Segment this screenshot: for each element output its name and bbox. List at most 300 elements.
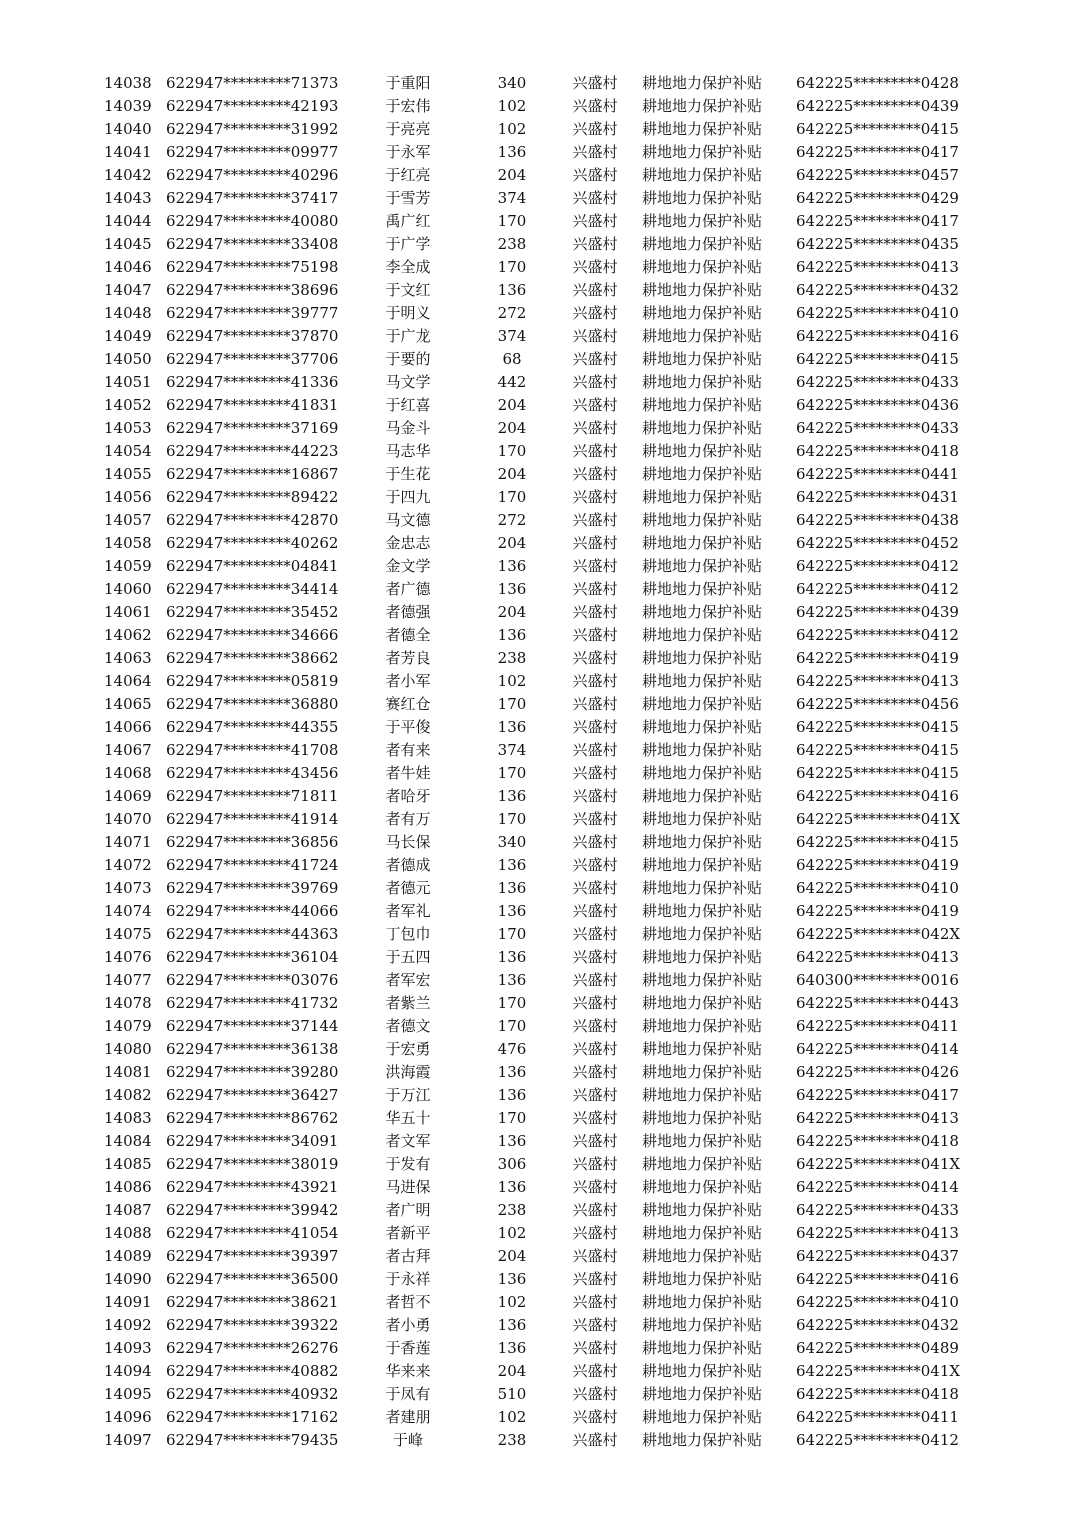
subsidy-amount: 238	[497, 1201, 527, 1219]
village-name: 兴盛村	[572, 534, 618, 552]
row-number: 14076	[104, 948, 152, 966]
row-number: 14048	[104, 304, 152, 322]
subsidy-type: 耕地地力保护补贴	[642, 1408, 763, 1426]
table-row	[0, 486, 1074, 509]
account-number: 622947*********37706	[166, 350, 339, 368]
subsidy-type: 耕地地力保护补贴	[642, 1247, 763, 1265]
subsidy-type: 耕地地力保护补贴	[642, 1109, 763, 1127]
village-name: 兴盛村	[572, 626, 618, 644]
id-number: 642225*********0414	[796, 1040, 959, 1058]
account-number: 622947*********16867	[166, 465, 339, 483]
row-number: 14064	[104, 672, 152, 690]
id-number: 642225*********0417	[796, 143, 959, 161]
account-number: 622947*********33408	[166, 235, 339, 253]
row-number: 14094	[104, 1362, 152, 1380]
row-number: 14089	[104, 1247, 152, 1265]
subsidy-type: 耕地地力保护补贴	[642, 1385, 763, 1403]
table-row	[0, 325, 1074, 348]
recipient-name: 于万江	[385, 1086, 431, 1104]
recipient-name: 马文学	[385, 373, 431, 391]
row-number: 14084	[104, 1132, 152, 1150]
account-number: 622947*********86762	[166, 1109, 339, 1127]
row-number: 14062	[104, 626, 152, 644]
row-number: 14040	[104, 120, 152, 138]
subsidy-amount: 306	[497, 1155, 527, 1173]
id-number: 642225*********041X	[796, 1155, 961, 1173]
village-name: 兴盛村	[572, 1132, 618, 1150]
account-number: 622947*********17162	[166, 1408, 339, 1426]
subsidy-type: 耕地地力保护补贴	[642, 396, 763, 414]
account-number: 622947*********34091	[166, 1132, 339, 1150]
subsidy-amount: 204	[497, 166, 527, 184]
row-number: 14083	[104, 1109, 152, 1127]
row-number: 14092	[104, 1316, 152, 1334]
subsidy-amount: 136	[497, 626, 527, 644]
subsidy-amount: 136	[497, 1339, 527, 1357]
recipient-name: 者文军	[385, 1132, 431, 1150]
subsidy-type: 耕地地力保护补贴	[642, 166, 763, 184]
subsidy-amount: 510	[497, 1385, 527, 1403]
recipient-name: 者军礼	[385, 902, 431, 920]
id-number: 642225*********0416	[796, 787, 959, 805]
recipient-name: 丁包巾	[385, 925, 431, 943]
subsidy-type: 耕地地力保护补贴	[642, 373, 763, 391]
subsidy-type: 耕地地力保护补贴	[642, 1040, 763, 1058]
subsidy-amount: 136	[497, 718, 527, 736]
recipient-name: 于红亮	[385, 166, 431, 184]
subsidy-type: 耕地地力保护补贴	[642, 1178, 763, 1196]
recipient-name: 者芳良	[385, 649, 431, 667]
row-number: 14053	[104, 419, 152, 437]
recipient-name: 马进保	[385, 1178, 431, 1196]
recipient-name: 于宏勇	[385, 1040, 431, 1058]
table-row	[0, 1337, 1074, 1360]
account-number: 622947*********36427	[166, 1086, 339, 1104]
id-number: 642225*********0457	[796, 166, 959, 184]
account-number: 622947*********39322	[166, 1316, 339, 1334]
account-number: 622947*********79435	[166, 1431, 339, 1449]
subsidy-type: 耕地地力保护补贴	[642, 327, 763, 345]
recipient-name: 者小勇	[385, 1316, 431, 1334]
subsidy-amount: 136	[497, 281, 527, 299]
recipient-name: 于明义	[385, 304, 431, 322]
village-name: 兴盛村	[572, 396, 618, 414]
subsidy-amount: 102	[497, 97, 527, 115]
id-number: 642225*********0417	[796, 1086, 959, 1104]
id-number: 642225*********0439	[796, 603, 959, 621]
subsidy-amount: 102	[497, 1224, 527, 1242]
id-number: 642225*********0410	[796, 1293, 959, 1311]
table-row	[0, 1406, 1074, 1429]
village-name: 兴盛村	[572, 695, 618, 713]
subsidy-type: 耕地地力保护补贴	[642, 143, 763, 161]
recipient-name: 者德强	[385, 603, 431, 621]
id-number: 642225*********0410	[796, 304, 959, 322]
table-row	[0, 900, 1074, 923]
subsidy-amount: 170	[497, 994, 527, 1012]
subsidy-type: 耕地地力保护补贴	[642, 902, 763, 920]
id-number: 642225*********0417	[796, 212, 959, 230]
row-number: 14081	[104, 1063, 152, 1081]
id-number: 642225*********0428	[796, 74, 959, 92]
account-number: 622947*********39397	[166, 1247, 339, 1265]
village-name: 兴盛村	[572, 810, 618, 828]
village-name: 兴盛村	[572, 1247, 618, 1265]
row-number: 14047	[104, 281, 152, 299]
recipient-name: 者牛娃	[385, 764, 431, 782]
table-row	[0, 1383, 1074, 1406]
id-number: 642225*********0433	[796, 373, 959, 391]
recipient-name: 者德元	[385, 879, 431, 897]
subsidy-type: 耕地地力保护补贴	[642, 833, 763, 851]
village-name: 兴盛村	[572, 718, 618, 736]
subsidy-amount: 340	[497, 74, 527, 92]
recipient-name: 者军宏	[385, 971, 431, 989]
id-number: 642225*********0412	[796, 557, 959, 575]
village-name: 兴盛村	[572, 235, 618, 253]
subsidy-type: 耕地地力保护补贴	[642, 304, 763, 322]
village-name: 兴盛村	[572, 304, 618, 322]
table-row	[0, 440, 1074, 463]
account-number: 622947*********36138	[166, 1040, 339, 1058]
row-number: 14049	[104, 327, 152, 345]
recipient-name: 者德成	[385, 856, 431, 874]
account-number: 622947*********41732	[166, 994, 339, 1012]
table-row	[0, 808, 1074, 831]
id-number: 642225*********0416	[796, 1270, 959, 1288]
subsidy-amount: 136	[497, 971, 527, 989]
account-number: 622947*********35452	[166, 603, 339, 621]
village-name: 兴盛村	[572, 557, 618, 575]
recipient-name: 于广龙	[385, 327, 431, 345]
table-row	[0, 578, 1074, 601]
id-number: 642225*********0433	[796, 419, 959, 437]
subsidy-type: 耕地地力保护补贴	[642, 1362, 763, 1380]
row-number: 14042	[104, 166, 152, 184]
subsidy-type: 耕地地力保护补贴	[642, 718, 763, 736]
id-number: 642225*********0439	[796, 97, 959, 115]
subsidy-type: 耕地地力保护补贴	[642, 1316, 763, 1334]
village-name: 兴盛村	[572, 1063, 618, 1081]
account-number: 622947*********41054	[166, 1224, 339, 1242]
subsidy-type: 耕地地力保护补贴	[642, 1155, 763, 1173]
account-number: 622947*********75198	[166, 258, 339, 276]
subsidy-amount: 272	[497, 304, 527, 322]
row-number: 14057	[104, 511, 152, 529]
subsidy-type: 耕地地力保护补贴	[642, 1431, 763, 1449]
subsidy-amount: 238	[497, 1431, 527, 1449]
table-row	[0, 601, 1074, 624]
recipient-name: 者德全	[385, 626, 431, 644]
row-number: 14039	[104, 97, 152, 115]
id-number: 642225*********0415	[796, 350, 959, 368]
subsidy-type: 耕地地力保护补贴	[642, 212, 763, 230]
subsidy-amount: 170	[497, 810, 527, 828]
table-row	[0, 1199, 1074, 1222]
row-number: 14051	[104, 373, 152, 391]
account-number: 622947*********71811	[166, 787, 339, 805]
village-name: 兴盛村	[572, 925, 618, 943]
village-name: 兴盛村	[572, 1224, 618, 1242]
subsidy-type: 耕地地力保护补贴	[642, 1339, 763, 1357]
id-number: 642225*********0418	[796, 1132, 959, 1150]
subsidy-amount: 136	[497, 557, 527, 575]
table-row	[0, 95, 1074, 118]
recipient-name: 于平俊	[385, 718, 431, 736]
id-number: 642225*********0415	[796, 764, 959, 782]
village-name: 兴盛村	[572, 143, 618, 161]
recipient-name: 于重阳	[385, 74, 431, 92]
subsidy-type: 耕地地力保护补贴	[642, 764, 763, 782]
id-number: 642225*********0419	[796, 902, 959, 920]
account-number: 622947*********38662	[166, 649, 339, 667]
account-number: 622947*********39769	[166, 879, 339, 897]
account-number: 622947*********36104	[166, 948, 339, 966]
subsidy-type: 耕地地力保护补贴	[642, 879, 763, 897]
id-number: 642225*********0411	[796, 1017, 959, 1035]
account-number: 622947*********41336	[166, 373, 339, 391]
recipient-name: 于发有	[385, 1155, 431, 1173]
recipient-name: 于永祥	[385, 1270, 431, 1288]
table-row	[0, 394, 1074, 417]
recipient-name: 于永军	[385, 143, 431, 161]
subsidy-amount: 204	[497, 603, 527, 621]
id-number: 642225*********0426	[796, 1063, 959, 1081]
id-number: 642225*********0443	[796, 994, 959, 1012]
subsidy-type: 耕地地力保护补贴	[642, 948, 763, 966]
row-number: 14043	[104, 189, 152, 207]
row-number: 14074	[104, 902, 152, 920]
recipient-name: 禹广红	[385, 212, 431, 230]
table-row	[0, 1360, 1074, 1383]
village-name: 兴盛村	[572, 1270, 618, 1288]
table-row	[0, 762, 1074, 785]
subsidy-amount: 170	[497, 212, 527, 230]
account-number: 622947*********37417	[166, 189, 339, 207]
subsidy-type: 耕地地力保护补贴	[642, 74, 763, 92]
id-number: 642225*********0452	[796, 534, 959, 552]
recipient-name: 金文学	[385, 557, 431, 575]
id-number: 642225*********0416	[796, 327, 959, 345]
village-name: 兴盛村	[572, 258, 618, 276]
id-number: 642225*********0418	[796, 1385, 959, 1403]
table-row	[0, 141, 1074, 164]
id-number: 642225*********0432	[796, 281, 959, 299]
table-row	[0, 1222, 1074, 1245]
account-number: 622947*********05819	[166, 672, 339, 690]
subsidy-amount: 476	[497, 1040, 527, 1058]
row-number: 14069	[104, 787, 152, 805]
subsidy-amount: 102	[497, 672, 527, 690]
village-name: 兴盛村	[572, 833, 618, 851]
village-name: 兴盛村	[572, 971, 618, 989]
village-name: 兴盛村	[572, 488, 618, 506]
table-row	[0, 854, 1074, 877]
id-number: 642225*********0415	[796, 120, 959, 138]
id-number: 642225*********0456	[796, 695, 959, 713]
recipient-name: 于亮亮	[385, 120, 431, 138]
id-number: 642225*********0413	[796, 258, 959, 276]
account-number: 622947*********09977	[166, 143, 339, 161]
recipient-name: 于凤有	[385, 1385, 431, 1403]
id-number: 642225*********0413	[796, 1224, 959, 1242]
table-row	[0, 877, 1074, 900]
recipient-name: 者广德	[385, 580, 431, 598]
subsidy-type: 耕地地力保护补贴	[642, 649, 763, 667]
subsidy-amount: 170	[497, 695, 527, 713]
row-number: 14061	[104, 603, 152, 621]
id-number: 642225*********0411	[796, 1408, 959, 1426]
recipient-name: 洪海霞	[385, 1063, 431, 1081]
subsidy-amount: 170	[497, 925, 527, 943]
id-number: 642225*********0489	[796, 1339, 959, 1357]
recipient-name: 于四九	[385, 488, 431, 506]
subsidy-amount: 136	[497, 1178, 527, 1196]
id-number: 642225*********0419	[796, 856, 959, 874]
subsidy-amount: 102	[497, 120, 527, 138]
row-number: 14086	[104, 1178, 152, 1196]
subsidy-amount: 170	[497, 764, 527, 782]
village-name: 兴盛村	[572, 97, 618, 115]
village-name: 兴盛村	[572, 994, 618, 1012]
table-row	[0, 210, 1074, 233]
subsidy-table	[0, 72, 1074, 1452]
table-row	[0, 371, 1074, 394]
subsidy-type: 耕地地力保护补贴	[642, 672, 763, 690]
table-row	[0, 1314, 1074, 1337]
subsidy-amount: 204	[497, 419, 527, 437]
subsidy-amount: 136	[497, 1063, 527, 1081]
recipient-name: 于雪芳	[385, 189, 431, 207]
table-row	[0, 969, 1074, 992]
id-number: 642225*********0410	[796, 879, 959, 897]
id-number: 642225*********0438	[796, 511, 959, 529]
subsidy-type: 耕地地力保护补贴	[642, 994, 763, 1012]
subsidy-type: 耕地地力保护补贴	[642, 787, 763, 805]
village-name: 兴盛村	[572, 856, 618, 874]
account-number: 622947*********38621	[166, 1293, 339, 1311]
account-number: 622947*********44066	[166, 902, 339, 920]
recipient-name: 于广学	[385, 235, 431, 253]
subsidy-amount: 170	[497, 1109, 527, 1127]
id-number: 642225*********0414	[796, 1178, 959, 1196]
row-number: 14088	[104, 1224, 152, 1242]
village-name: 兴盛村	[572, 948, 618, 966]
table-row	[0, 1130, 1074, 1153]
row-number: 14082	[104, 1086, 152, 1104]
account-number: 622947*********42193	[166, 97, 339, 115]
account-number: 622947*********40882	[166, 1362, 339, 1380]
village-name: 兴盛村	[572, 764, 618, 782]
subsidy-type: 耕地地力保护补贴	[642, 442, 763, 460]
table-row	[0, 532, 1074, 555]
recipient-name: 者广明	[385, 1201, 431, 1219]
village-name: 兴盛村	[572, 902, 618, 920]
table-row	[0, 233, 1074, 256]
account-number: 622947*********44223	[166, 442, 339, 460]
village-name: 兴盛村	[572, 350, 618, 368]
table-row	[0, 1245, 1074, 1268]
subsidy-amount: 136	[497, 1132, 527, 1150]
table-row	[0, 693, 1074, 716]
row-number: 14066	[104, 718, 152, 736]
subsidy-type: 耕地地力保护补贴	[642, 235, 763, 253]
recipient-name: 者新平	[385, 1224, 431, 1242]
subsidy-type: 耕地地力保护补贴	[642, 534, 763, 552]
subsidy-type: 耕地地力保护补贴	[642, 97, 763, 115]
account-number: 622947*********89422	[166, 488, 339, 506]
village-name: 兴盛村	[572, 1316, 618, 1334]
table-row	[0, 785, 1074, 808]
id-number: 642225*********0431	[796, 488, 959, 506]
id-number: 642225*********041X	[796, 1362, 961, 1380]
row-number: 14080	[104, 1040, 152, 1058]
village-name: 兴盛村	[572, 1385, 618, 1403]
subsidy-amount: 136	[497, 902, 527, 920]
account-number: 622947*********42870	[166, 511, 339, 529]
village-name: 兴盛村	[572, 1040, 618, 1058]
subsidy-amount: 102	[497, 1293, 527, 1311]
id-number: 642225*********0413	[796, 1109, 959, 1127]
row-number: 14055	[104, 465, 152, 483]
row-number: 14060	[104, 580, 152, 598]
row-number: 14038	[104, 74, 152, 92]
table-row	[0, 1107, 1074, 1130]
subsidy-amount: 170	[497, 488, 527, 506]
account-number: 622947*********37870	[166, 327, 339, 345]
row-number: 14078	[104, 994, 152, 1012]
subsidy-type: 耕地地力保护补贴	[642, 1270, 763, 1288]
subsidy-type: 耕地地力保护补贴	[642, 856, 763, 874]
subsidy-type: 耕地地力保护补贴	[642, 1224, 763, 1242]
recipient-name: 者小军	[385, 672, 431, 690]
subsidy-amount: 204	[497, 1362, 527, 1380]
village-name: 兴盛村	[572, 166, 618, 184]
row-number: 14056	[104, 488, 152, 506]
subsidy-amount: 136	[497, 143, 527, 161]
subsidy-amount: 136	[497, 787, 527, 805]
table-row	[0, 1038, 1074, 1061]
village-name: 兴盛村	[572, 1293, 618, 1311]
id-number: 640300*********0016	[796, 971, 959, 989]
row-number: 14068	[104, 764, 152, 782]
id-number: 642225*********0415	[796, 718, 959, 736]
subsidy-amount: 204	[497, 1247, 527, 1265]
recipient-name: 马志华	[385, 442, 431, 460]
recipient-name: 于要的	[385, 350, 431, 368]
table-row	[0, 302, 1074, 325]
village-name: 兴盛村	[572, 74, 618, 92]
account-number: 622947*********40296	[166, 166, 339, 184]
account-number: 622947*********38019	[166, 1155, 339, 1173]
village-name: 兴盛村	[572, 741, 618, 759]
subsidy-type: 耕地地力保护补贴	[642, 1201, 763, 1219]
row-number: 14093	[104, 1339, 152, 1357]
account-number: 622947*********44363	[166, 925, 339, 943]
row-number: 14075	[104, 925, 152, 943]
id-number: 642225*********0413	[796, 672, 959, 690]
subsidy-amount: 136	[497, 1086, 527, 1104]
subsidy-type: 耕地地力保护补贴	[642, 1017, 763, 1035]
subsidy-amount: 102	[497, 1408, 527, 1426]
village-name: 兴盛村	[572, 212, 618, 230]
village-name: 兴盛村	[572, 442, 618, 460]
recipient-name: 马金斗	[385, 419, 431, 437]
id-number: 642225*********0441	[796, 465, 959, 483]
row-number: 14054	[104, 442, 152, 460]
subsidy-amount: 204	[497, 465, 527, 483]
row-number: 14079	[104, 1017, 152, 1035]
